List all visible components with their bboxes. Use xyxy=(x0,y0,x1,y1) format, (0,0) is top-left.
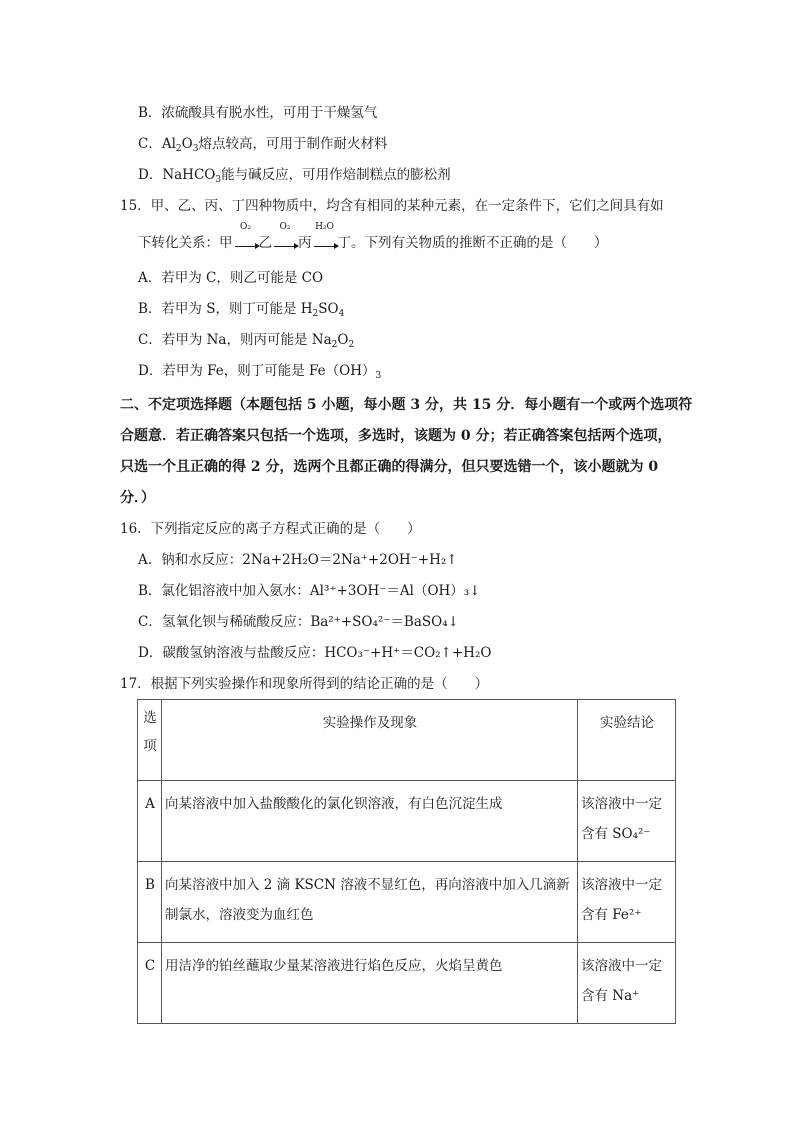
q15-stem-line1: 15．甲、乙、丙、丁四种物质中，均含有相同的某种元素，在一定条件下，它们之间具有如 xyxy=(120,198,664,214)
table-header-row xyxy=(138,700,676,781)
section2-line4: 分．） xyxy=(120,490,155,506)
header-option: 选 项 xyxy=(138,700,162,781)
section2-line3: 只选一个且正确的得 2 分，选两个且都正确的得满分，但只要选错一个，该小题就为 0 xyxy=(120,459,659,475)
q17-stem: 17．根据下列实验操作和现象所得到的结论正确的是（ ） xyxy=(120,676,489,692)
q17-table xyxy=(137,699,676,1024)
q16-option-c: C．氢氧化钡与稀硫酸反应：Ba²⁺+SO₄²⁻＝BaSO₄↓ xyxy=(138,614,459,630)
q16-option-d: D．碳酸氢钠溶液与盐酸反应：HCO₃⁻+H⁺＝CO₂↑+H₂O xyxy=(138,645,492,661)
section2-line1: 二、不定项选择题（本题包括 5 小题，每小题 3 分，共 15 分．每小题有一个或两个选项符 xyxy=(120,397,693,413)
reaction-arrow-3: H₂O xyxy=(312,233,338,253)
row-operation: 向某溶液中加入 2 滴 KSCN 溶液不显红色，再向溶液中加入几滴新 制氯水，溶液变为血红色 xyxy=(162,862,578,943)
option-d-prev: D．NaHCO$_3$能与碱反应，可用作焙制糕点的膨松剂 xyxy=(138,167,451,185)
table-row xyxy=(138,943,676,1024)
section2-line2: 合题意．若正确答案只包括一个选项，多选时，该题为 0 分；若正确答案包括两个选项， xyxy=(120,428,672,444)
q15-option-c: C．若甲为 Na，则丙可能是 $Na_2O_2$ xyxy=(138,332,355,350)
option-b-prev: B．浓硫酸具有脱水性，可用于干燥氢气 xyxy=(138,105,378,121)
row-option: C xyxy=(138,943,162,1024)
option-c-prev: C．$Al_2O_3$熔点较高，可用于制作耐火材料 xyxy=(138,136,388,154)
q15-option-b: B．若甲为 S，则丁可能是 $H_2SO_4$ xyxy=(138,301,345,319)
row-operation: 用洁净的铂丝蘸取少量某溶液进行焰色反应，火焰呈黄色 xyxy=(162,943,578,1024)
q15-option-d: D．若甲为 Fe，则丁可能是 $Fe(OH)_3$ xyxy=(138,363,382,381)
header-operation: 实验操作及现象 xyxy=(162,700,578,781)
table-row xyxy=(138,781,676,862)
reaction-arrow-1: O₂ xyxy=(233,233,259,253)
row-conclusion: 该溶液中一定 含有 Na⁺ xyxy=(578,943,676,1024)
q16-stem: 16．下列指定反应的离子方程式正确的是（ ） xyxy=(120,521,421,537)
row-option: A xyxy=(138,781,162,862)
q16-option-a: A．钠和水反应：2Na+2H₂O＝2Na⁺+2OH⁻+H₂↑ xyxy=(138,552,458,568)
q15-stem-line2: 下转化关系：甲 O₂ 乙 O₂ 丙 H₂O 丁。下列有关物质的推断不正确的是（ ） xyxy=(138,222,608,251)
row-operation: 向某溶液中加入盐酸酸化的氯化钡溶液，有白色沉淀生成 xyxy=(162,781,578,862)
row-conclusion: 该溶液中一定 含有 Fe²⁺ xyxy=(578,862,676,943)
table-row xyxy=(138,862,676,943)
q16-option-b: B．氯化铝溶液中加入氨水：Al³⁺+3OH⁻＝Al（OH）₃↓ xyxy=(138,583,481,599)
reaction-arrow-2: O₂ xyxy=(272,233,298,253)
header-conclusion: 实验结论 xyxy=(578,700,676,781)
row-option: B xyxy=(138,862,162,943)
q15-option-a: A．若甲为 C，则乙可能是 CO xyxy=(138,270,324,286)
row-conclusion: 该溶液中一定 含有 SO₄²⁻ xyxy=(578,781,676,862)
